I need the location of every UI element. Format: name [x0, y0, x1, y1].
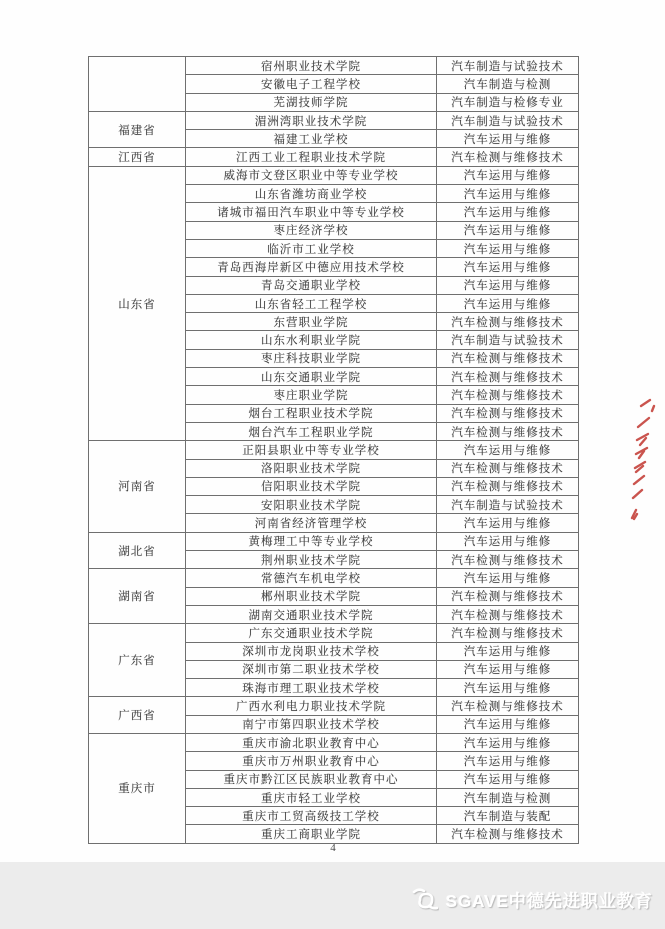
program-cell: 汽车运用与维修 [437, 239, 579, 257]
school-cell: 烟台工程职业技术学院 [186, 404, 437, 422]
school-cell: 临沂市工业学校 [186, 239, 437, 257]
school-cell: 深圳市第二职业技术学校 [186, 660, 437, 678]
school-cell: 河南省经济管理学校 [186, 514, 437, 532]
program-cell: 汽车检测与维修技术 [437, 349, 579, 367]
program-cell: 汽车运用与维修 [437, 294, 579, 312]
program-cell: 汽车运用与维修 [437, 221, 579, 239]
province-cell: 广西省 [89, 697, 186, 734]
program-cell: 汽车运用与维修 [437, 514, 579, 532]
program-cell: 汽车运用与维修 [437, 752, 579, 770]
table-row [89, 569, 579, 587]
province-cell [89, 57, 186, 112]
school-cell: 重庆市工贸高级技工学校 [186, 807, 437, 825]
school-cell: 重庆市轻工业学校 [186, 788, 437, 806]
program-cell: 汽车运用与维修 [437, 642, 579, 660]
school-cell: 东营职业学院 [186, 313, 437, 331]
province-cell: 广东省 [89, 624, 186, 697]
program-cell: 汽车检测与维修技术 [437, 697, 579, 715]
school-cell: 枣庄科技职业学院 [186, 349, 437, 367]
province-cell: 河南省 [89, 441, 186, 532]
school-cell: 枣庄经济学校 [186, 221, 437, 239]
school-cell: 南宁市第四职业技术学校 [186, 715, 437, 733]
table-row [89, 624, 579, 642]
sgave-logo-icon [411, 886, 439, 912]
school-cell: 重庆市黔江区民族职业教育中心 [186, 770, 437, 788]
province-cell: 重庆市 [89, 733, 186, 843]
school-cell: 威海市文登区职业中等专业学校 [186, 166, 437, 184]
school-cell: 正阳县职业中等专业学校 [186, 441, 437, 459]
red-handwriting-mark [626, 396, 662, 528]
school-cell: 宿州职业技术学院 [186, 57, 437, 75]
school-cell: 山东水利职业学院 [186, 331, 437, 349]
program-cell: 汽车检测与维修技术 [437, 624, 579, 642]
program-cell: 汽车运用与维修 [437, 569, 579, 587]
school-cell: 青岛交通职业学校 [186, 276, 437, 294]
program-cell: 汽车制造与检修专业 [437, 93, 579, 111]
program-cell: 汽车运用与维修 [437, 679, 579, 697]
program-cell: 汽车运用与维修 [437, 185, 579, 203]
footer-brand-text: SGAVE中德先进职业教育 [445, 891, 653, 911]
school-cell: 洛阳职业技术学院 [186, 459, 437, 477]
program-cell: 汽车检测与维修技术 [437, 386, 579, 404]
school-cell: 福建工业学校 [186, 130, 437, 148]
program-cell: 汽车检测与维修技术 [437, 551, 579, 569]
program-cell: 汽车检测与维修技术 [437, 605, 579, 623]
program-cell: 汽车检测与维修技术 [437, 368, 579, 386]
school-cell: 江西工业工程职业技术学院 [186, 148, 437, 166]
table-row [89, 57, 579, 75]
program-cell: 汽车运用与维修 [437, 532, 579, 550]
table-row [89, 441, 579, 459]
program-cell: 汽车检测与维修技术 [437, 587, 579, 605]
school-cell: 湄洲湾职业技术学院 [186, 111, 437, 129]
page-number: 4 [330, 842, 336, 854]
school-cell: 重庆市万州职业教育中心 [186, 752, 437, 770]
school-cell: 山东省轻工工程学校 [186, 294, 437, 312]
program-cell: 汽车运用与维修 [437, 660, 579, 678]
program-cell: 汽车运用与维修 [437, 203, 579, 221]
school-cell: 山东省潍坊商业学校 [186, 185, 437, 203]
school-cell: 常德汽车机电学校 [186, 569, 437, 587]
province-cell: 江西省 [89, 148, 186, 166]
program-cell: 汽车运用与维修 [437, 130, 579, 148]
program-cell: 汽车运用与维修 [437, 441, 579, 459]
school-cell: 烟台汽车工程职业学院 [186, 422, 437, 440]
program-cell: 汽车制造与装配 [437, 807, 579, 825]
school-cell: 黄梅理工中等专业学校 [186, 532, 437, 550]
table-row [89, 166, 579, 184]
school-cell: 安徽电子工程学校 [186, 75, 437, 93]
program-cell: 汽车检测与维修技术 [437, 825, 579, 844]
footer-brand [411, 886, 653, 912]
program-cell: 汽车运用与维修 [437, 276, 579, 294]
school-cell: 广东交通职业技术学院 [186, 624, 437, 642]
school-cell: 山东交通职业学院 [186, 368, 437, 386]
table-row [89, 697, 579, 715]
school-cell: 广西水利电力职业技术学院 [186, 697, 437, 715]
school-cell: 深圳市龙岗职业技术学校 [186, 642, 437, 660]
school-cell: 郴州职业技术学院 [186, 587, 437, 605]
school-cell: 诸城市福田汽车职业中等专业学校 [186, 203, 437, 221]
program-cell: 汽车检测与维修技术 [437, 477, 579, 495]
school-cell: 重庆工商职业学院 [186, 825, 437, 844]
program-cell: 汽车检测与维修技术 [437, 148, 579, 166]
school-cell: 湖南交通职业技术学院 [186, 605, 437, 623]
program-cell: 汽车运用与维修 [437, 258, 579, 276]
school-cell: 珠海市理工职业技术学校 [186, 679, 437, 697]
program-cell: 汽车运用与维修 [437, 166, 579, 184]
table-row [89, 733, 579, 751]
school-cell: 信阳职业技术学院 [186, 477, 437, 495]
program-cell: 汽车检测与维修技术 [437, 313, 579, 331]
province-cell: 山东省 [89, 166, 186, 440]
program-cell: 汽车制造与试验技术 [437, 111, 579, 129]
school-program-table [88, 56, 579, 844]
program-cell: 汽车检测与维修技术 [437, 422, 579, 440]
school-cell: 重庆市渝北职业教育中心 [186, 733, 437, 751]
province-cell: 湖南省 [89, 569, 186, 624]
school-cell: 芜湖技师学院 [186, 93, 437, 111]
school-cell: 荆州职业技术学院 [186, 551, 437, 569]
program-cell: 汽车检测与维修技术 [437, 404, 579, 422]
footer-band [0, 862, 665, 929]
program-cell: 汽车运用与维修 [437, 733, 579, 751]
school-cell: 安阳职业技术学院 [186, 496, 437, 514]
program-cell: 汽车制造与检测 [437, 788, 579, 806]
program-cell: 汽车检测与维修技术 [437, 459, 579, 477]
table-row [89, 111, 579, 129]
program-cell: 汽车制造与试验技术 [437, 57, 579, 75]
program-cell: 汽车运用与维修 [437, 715, 579, 733]
province-cell: 湖北省 [89, 532, 186, 569]
table-row [89, 532, 579, 550]
table-row [89, 148, 579, 166]
school-cell: 枣庄职业学院 [186, 386, 437, 404]
program-cell: 汽车制造与检测 [437, 75, 579, 93]
school-cell: 青岛西海岸新区中德应用技术学校 [186, 258, 437, 276]
province-cell: 福建省 [89, 111, 186, 148]
program-cell: 汽车制造与试验技术 [437, 331, 579, 349]
program-cell: 汽车运用与维修 [437, 770, 579, 788]
program-cell: 汽车制造与试验技术 [437, 496, 579, 514]
